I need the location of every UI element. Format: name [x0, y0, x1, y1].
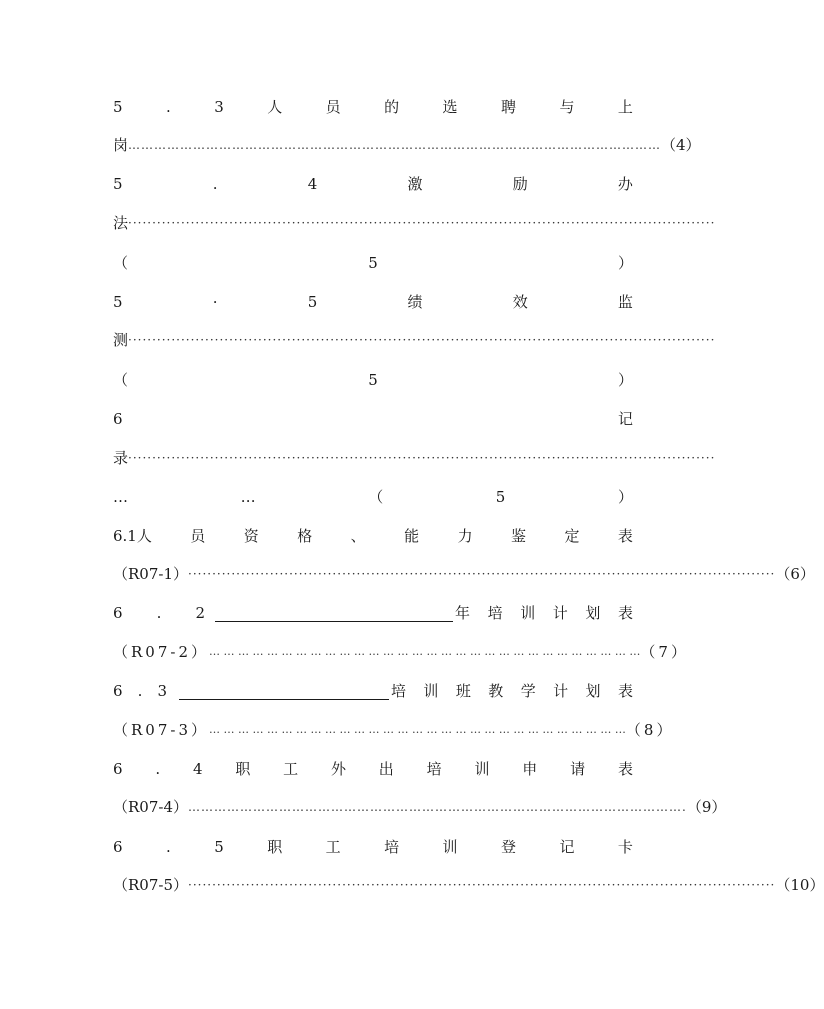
toc-text: 记 — [559, 838, 575, 856]
toc-text: 职 — [235, 760, 251, 778]
toc-text: 6.1人 — [113, 527, 152, 545]
toc-text: 计 — [553, 682, 569, 700]
toc-text: 培 — [426, 760, 442, 778]
toc-text: 办 — [617, 175, 633, 193]
toc-text: （ — [368, 488, 384, 506]
toc-line-5-4 — [113, 171, 633, 197]
toc-line-6-page — [113, 484, 633, 510]
fill-in-blank — [215, 605, 453, 622]
toc-text: 职 — [267, 838, 283, 856]
toc-page-number: 5 — [368, 371, 378, 389]
toc-leader: … … … … … … … … … … … … … … … … … … … … … … … … … … … … … — [209, 723, 626, 736]
toc-text: 法 — [113, 214, 129, 232]
toc-text: 3 — [214, 98, 224, 116]
toc-text: … — [113, 488, 128, 506]
toc-text: 工 — [283, 760, 299, 778]
toc-text: 监 — [617, 293, 633, 311]
toc-text: 班 — [455, 682, 471, 700]
toc-line-5-3-cont — [113, 132, 701, 158]
toc-text: 记 — [617, 410, 633, 428]
toc-text: 格 — [297, 527, 313, 545]
toc-text: （R07-1） — [113, 565, 188, 583]
toc-text: 5 — [113, 98, 123, 116]
toc-text: 聘 — [501, 98, 517, 116]
toc-leader: ·························································································································· — [128, 451, 716, 465]
toc-text: · — [212, 293, 218, 311]
toc-text: 5 — [214, 838, 224, 856]
toc-text: 2 — [195, 604, 205, 622]
toc-text: 力 — [457, 527, 473, 545]
toc-page-number: （10） — [775, 876, 824, 894]
toc-text: 绩 — [407, 293, 423, 311]
toc-text: 培 — [384, 838, 400, 856]
toc-text: 3 — [157, 682, 167, 700]
toc-line-6-1-cont — [113, 561, 815, 587]
toc-text: 与 — [559, 98, 575, 116]
toc-line-5-5-page — [113, 367, 633, 393]
toc-text: 表 — [617, 760, 633, 778]
toc-leader: … … … … … … … … … … … … … … … … … … … … … … … … … … … … … … — [209, 645, 641, 658]
toc-text: . — [156, 604, 162, 622]
toc-page-number: 5 — [368, 254, 378, 272]
toc-text: 划 — [585, 604, 601, 622]
toc-text: 能 — [404, 527, 420, 545]
toc-text: . — [165, 838, 171, 856]
toc-text: 鉴 — [511, 527, 527, 545]
toc-text: （R07-4） — [113, 798, 188, 816]
toc-number — [113, 678, 167, 704]
toc-text: 表 — [617, 682, 633, 700]
toc-text: 出 — [378, 760, 394, 778]
toc-page-number: （9） — [686, 798, 727, 816]
toc-text: . — [155, 760, 161, 778]
toc-leader: …………………………………………………………………………………………………………… — [128, 138, 662, 152]
toc-page-number: （7） — [640, 643, 689, 661]
toc-text: 5 — [307, 293, 318, 311]
toc-text: 励 — [512, 175, 528, 193]
toc-text: 申 — [522, 760, 538, 778]
toc-text: 资 — [243, 527, 259, 545]
toc-text: 4 — [192, 760, 203, 778]
toc-line-6 — [113, 406, 633, 432]
toc-line-6-4 — [113, 756, 633, 782]
toc-text: 测 — [113, 331, 129, 349]
toc-text: 6 — [113, 760, 123, 778]
toc-line-6-2-cont — [113, 639, 689, 665]
toc-page-number: 5 — [495, 488, 506, 506]
toc-text: （R07-3） — [113, 721, 209, 739]
toc-line-6-5-cont — [113, 872, 824, 898]
toc-line-6-2 — [113, 600, 633, 626]
toc-text: 教 — [488, 682, 504, 700]
toc-text: 表 — [617, 527, 633, 545]
toc-text: ） — [617, 488, 633, 506]
toc-leader: ·························································································································· — [188, 567, 776, 581]
toc-text: 6 — [113, 410, 123, 428]
toc-text: 上 — [617, 98, 633, 116]
toc-line-6-3-cont — [113, 717, 675, 743]
toc-line-6-4-cont — [113, 794, 727, 820]
toc-leader: ·························································································································· — [128, 216, 716, 230]
toc-page-number: （8） — [625, 721, 675, 739]
toc-text: 选 — [442, 98, 458, 116]
toc-text: 训 — [423, 682, 439, 700]
toc-text: 5 — [113, 293, 123, 311]
toc-page-number: （6） — [775, 565, 815, 583]
toc-text: 年 — [455, 604, 471, 622]
toc-text: （R07-2） — [113, 643, 209, 661]
toc-text: 人 — [267, 98, 283, 116]
toc-text: 6 — [113, 682, 123, 700]
toc-text: 培 — [391, 682, 407, 700]
toc-title — [455, 600, 633, 626]
toc-text: . — [212, 175, 218, 193]
toc-text: 录 — [113, 449, 129, 467]
toc-text: 工 — [325, 838, 341, 856]
toc-text: 划 — [585, 682, 601, 700]
toc-line-5-5 — [113, 289, 633, 315]
toc-text: . — [165, 98, 171, 116]
toc-text: 5 — [113, 175, 123, 193]
toc-line-5-5-cont — [113, 327, 716, 353]
toc-line-6-cont — [113, 445, 716, 471]
toc-text: … — [240, 488, 256, 506]
toc-text: 请 — [570, 760, 586, 778]
toc-line-5-4-cont — [113, 210, 716, 236]
toc-text: （ — [113, 371, 129, 389]
toc-text: 定 — [564, 527, 580, 545]
toc-text: 登 — [501, 838, 517, 856]
toc-text: 表 — [617, 604, 633, 622]
toc-text: . — [137, 682, 143, 700]
toc-text: 效 — [512, 293, 528, 311]
toc-text: 计 — [552, 604, 568, 622]
toc-text: 训 — [520, 604, 536, 622]
toc-line-5-4-page — [113, 250, 633, 276]
toc-page-number: （4） — [661, 136, 701, 154]
toc-text: 员 — [325, 98, 341, 116]
toc-text: 的 — [384, 98, 400, 116]
toc-text: （R07-5） — [113, 876, 188, 894]
toc-text: ） — [617, 254, 633, 272]
toc-number — [113, 600, 205, 626]
toc-line-5-3 — [113, 94, 633, 120]
toc-text: 、 — [350, 527, 366, 545]
toc-text: ） — [617, 371, 633, 389]
toc-line-6-5 — [113, 834, 633, 860]
toc-text: 训 — [442, 838, 458, 856]
toc-text: 激 — [407, 175, 423, 193]
toc-text: 培 — [487, 604, 503, 622]
toc-text: 训 — [474, 760, 490, 778]
toc-text: 学 — [520, 682, 536, 700]
toc-text: 卡 — [617, 838, 633, 856]
toc-leader: ·························································································································· — [128, 333, 716, 347]
toc-text: （ — [113, 254, 129, 272]
toc-title — [391, 678, 633, 704]
toc-text: 6 — [113, 604, 123, 622]
toc-text: 6 — [113, 838, 123, 856]
toc-text: 员 — [190, 527, 206, 545]
fill-in-blank — [179, 683, 389, 700]
toc-line-6-1 — [113, 523, 633, 549]
toc-text: 4 — [307, 175, 318, 193]
toc-leader: ·························································································································· — [188, 878, 776, 892]
toc-line-6-3 — [113, 678, 633, 704]
toc-text: 外 — [330, 760, 346, 778]
toc-leader: ……………………………………………………………………………………………………. — [188, 800, 687, 814]
toc-text: 岗 — [113, 136, 129, 154]
